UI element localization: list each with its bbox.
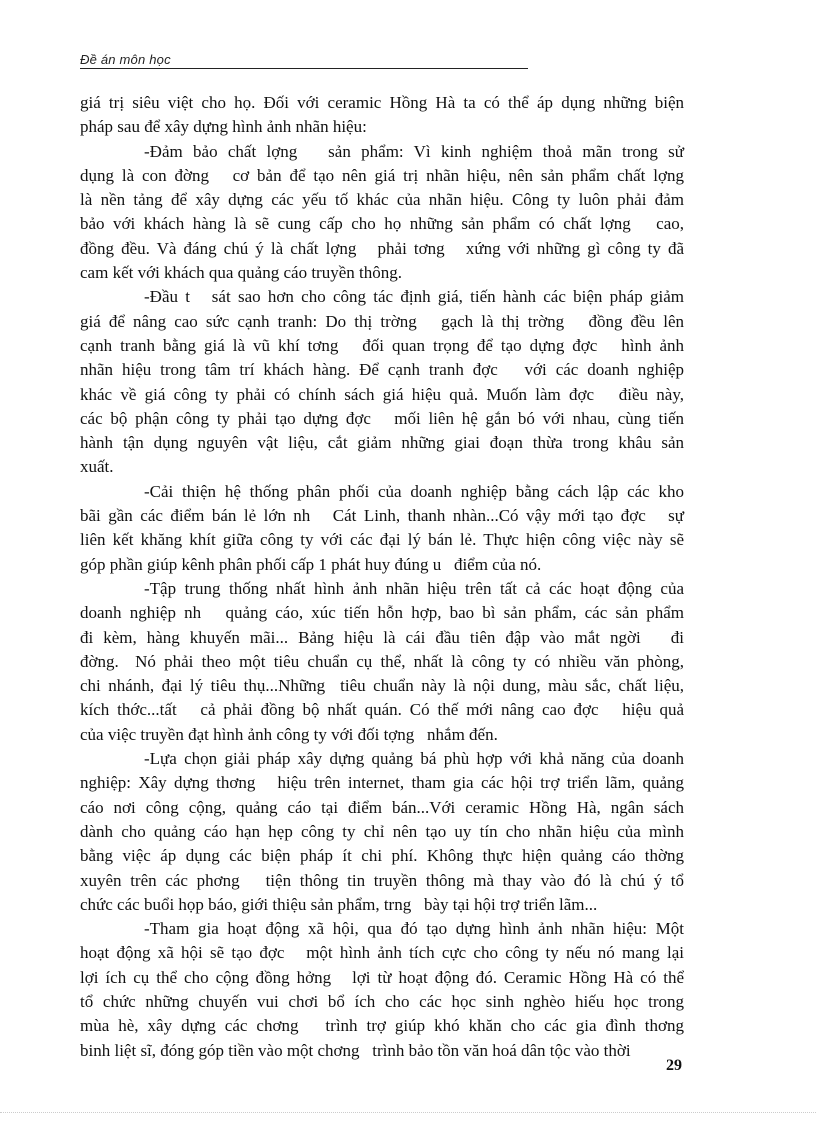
text-line: bãi gần các điểm bán lẻ lớn nh Cát Linh, thanh nhàn...Có vậy mới tạo đợc sự xyxy=(80,506,684,526)
text-line: giá trị siêu việt cho họ. Đối với ceramic Hồng Hà ta có thể áp dụng những biện xyxy=(80,93,684,112)
paragraph xyxy=(80,577,684,747)
text-line: xuyên trên các phơng tiện thông tin truyền thông mà thay vào đó là chú ý tổ xyxy=(80,870,684,890)
document-body xyxy=(80,91,684,1063)
text-line: -Cải thiện hệ thống phân phối của doanh nghiệp bằng cách lập các kho xyxy=(144,481,684,501)
text-line: các bộ phận công ty phải tạo dựng đợc mối liên hệ gắn bó với nhau, cùng tiến xyxy=(80,408,684,428)
text-line: dành cho quảng cáo hạn hẹp công ty chỉ nên tạo uy tín cho nhãn hiệu của mình xyxy=(80,821,684,841)
text-line: chi nhánh, đại lý tiêu thụ...Những tiêu chuẩn này là nội dung, màu sắc, chất liệu, xyxy=(80,676,684,696)
text-line: hoạt động xã hội sẽ tạo đợc một hình ảnh tích cực cho công ty nếu nó mang lại xyxy=(80,943,684,963)
text-line: liên kết khăng khít giữa công ty với các đại lý bán lẻ. Thực hiện công việc này sẽ xyxy=(80,530,684,550)
text-line: cáo nơi công cộng, quảng cáo tại điểm bán...Với ceramic Hồng Hà, ngân sách xyxy=(80,797,684,817)
text-line: cạnh tranh bằng giá là vũ khí tơng đối quan trọng để tạo dựng đợc hình ảnh xyxy=(80,335,684,355)
page-number: 29 xyxy=(666,1057,682,1074)
text-line: binh liệt sĩ, đóng góp tiền vào một chơng trình bảo tồn văn hoá dân tộc vào thời xyxy=(80,1040,631,1060)
text-line: doanh nghiệp nh quảng cáo, xúc tiến hỗn hợp, bao bì sản phẩm, các sản phẩm xyxy=(80,603,684,623)
text-line: là nền tảng để xây dựng các yếu tố khác của nhãn hiệu. Công ty luôn phải đảm xyxy=(80,190,684,210)
paragraph xyxy=(80,917,684,1063)
text-line: cam kết với khách qua quảng cáo truyền thông. xyxy=(80,263,402,283)
text-line: dụng là con đờng cơ bản để tạo nên giá trị nhãn hiệu, nên sản phẩm chất lợng xyxy=(80,165,684,185)
paragraph xyxy=(80,285,684,479)
text-line: bảo với khách hàng là sẽ cung cấp cho họ những sản phẩm có chất lợng cao, xyxy=(80,214,684,234)
paragraph xyxy=(80,480,684,577)
text-line: góp phần giúp kênh phân phối cấp 1 phát huy đúng u điểm của nó. xyxy=(80,554,542,574)
footer-rule xyxy=(0,1112,816,1113)
paragraph xyxy=(80,747,684,917)
text-line: pháp sau để xây dựng hình ảnh nhãn hiệu: xyxy=(80,117,367,137)
text-line: -Đảm bảo chất lợng sản phẩm: Vì kinh nghiệm thoả mãn trong sử xyxy=(144,141,684,161)
text-line: -Tập trung thống nhất hình ảnh nhãn hiệu trên tất cả các hoạt động của xyxy=(144,578,684,598)
text-line: -Tham gia hoạt động xã hội, qua đó tạo dựng hình ảnh nhãn hiệu: Một xyxy=(144,919,684,939)
text-line: đi kèm, hàng khuyến mãi... Bảng hiệu là cái đầu tiên đập vào mắt ngời đi xyxy=(80,627,684,647)
text-line: -Đầu t sát sao hơn cho công tác định giá, tiến hành các biện pháp giảm xyxy=(144,287,684,307)
text-line: của việc truyền đạt hình ảnh công ty với đối tợng nhắm đến. xyxy=(80,724,498,744)
text-line: đờng. Nó phải theo một tiêu chuẩn cụ thể, nhất là công ty có nhiều văn phòng, xyxy=(80,651,684,671)
text-line: hành tận dụng nguyên vật liệu, cắt giảm những giai đoạn thừa trong khâu sản xyxy=(80,433,684,453)
page-header xyxy=(80,50,528,69)
text-line: -Lựa chọn giải pháp xây dựng quảng bá phù hợp với khả năng của doanh xyxy=(144,749,684,769)
text-line: bằng việc áp dụng các biện pháp ít chi phí. Không thực hiện quảng cáo thờng xyxy=(80,846,684,866)
text-line: mùa hè, xây dựng các chơng trình trợ giúp khó khăn cho các gia đình thơng xyxy=(80,1016,684,1036)
text-line: lợi ích cụ thể cho cộng đồng hởng lợi từ hoạt động đó. Ceramic Hồng Hà có thể xyxy=(80,967,684,987)
text-line: đồng đều. Và đáng chú ý là chất lợng phải tơng xứng với những gì công ty đã xyxy=(80,238,684,258)
text-line: kích thớc...tất cả phải đồng bộ nhất quán. Có thế mới nâng cao đợc hiệu quả xyxy=(80,700,684,720)
text-line: nhãn hiệu trong tâm trí khách hàng. Để cạnh tranh đợc với các doanh nghiệp xyxy=(80,360,684,380)
text-line: xuất. xyxy=(80,457,114,477)
paragraph xyxy=(80,91,684,140)
text-line: giá để nâng cao sức cạnh tranh: Do thị trờng gạch là thị trờng đồng đều lên xyxy=(80,311,684,331)
text-line: nghiệp: Xây dựng thơng hiệu trên internet, tham gia các hội trợ triển lãm, quảng xyxy=(80,773,684,793)
text-line: khác về giá công ty phải có chính sách giá hiệu quả. Muốn làm đợc điều này, xyxy=(80,384,684,404)
text-line: chức các buổi họp báo, giới thiệu sản phẩm, trng bày tại hội trợ triển lãm... xyxy=(80,894,598,914)
header-title: Đề án môn học xyxy=(80,52,171,67)
paragraph xyxy=(80,140,684,286)
text-line: tổ chức những chuyến vui chơi bổ ích cho các học sinh nghèo hiếu học trong xyxy=(80,991,684,1011)
